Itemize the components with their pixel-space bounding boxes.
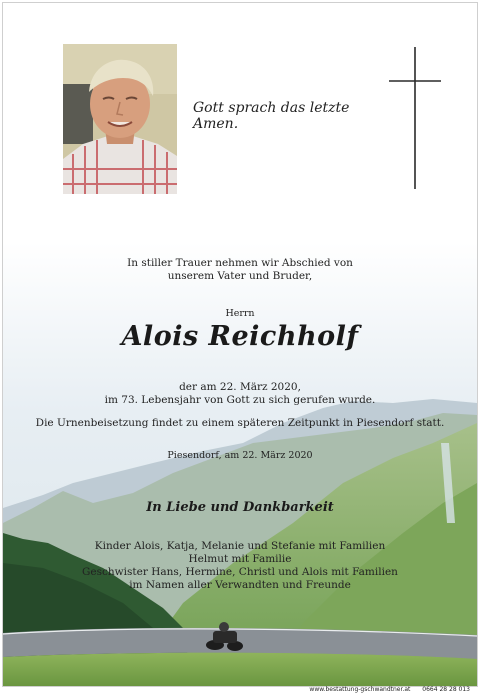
cross-icon (389, 47, 441, 189)
quote: Gott sprach das letzte Amen. (193, 100, 350, 132)
intro-line: unserem Vater und Bruder, (167, 270, 313, 282)
portrait-photo (63, 44, 177, 194)
place-date: Piesendorf, am 22. März 2020 (167, 450, 313, 461)
family-line: Helmut mit Familie (188, 553, 292, 565)
love-line: In Liebe und Dankbarkeit (146, 500, 334, 515)
deceased-name: Alois Reichholf (121, 321, 359, 352)
footer (0, 686, 480, 693)
intro-text (3, 257, 477, 283)
family-line: Geschwister Hans, Hermine, Christl und Alois mit Familien (82, 566, 398, 578)
death-line: der am 22. März 2020, (179, 381, 301, 393)
death-line: im 73. Lebensjahr von Gott zu sich gerufen wurde. (104, 394, 376, 406)
footer-website[interactable]: www.bestattung-gschwandtner.at (309, 686, 411, 693)
death-notice (3, 381, 477, 407)
family-line: im Namen aller Verwandten und Freunde (129, 579, 351, 591)
family-line: Kinder Alois, Katja, Melanie und Stefanie mit Familien (94, 540, 386, 552)
salutation: Herrn (225, 308, 255, 319)
obituary-card (2, 2, 478, 687)
family-list (3, 540, 477, 592)
intro-line: In stiller Trauer nehmen wir Abschied von (127, 257, 353, 269)
urn-notice: Die Urnenbeisetzung findet zu einem späteren Zeitpunkt in Piesendorf statt. (35, 417, 445, 429)
footer-phone: 0664 28 28 013 (422, 686, 470, 693)
